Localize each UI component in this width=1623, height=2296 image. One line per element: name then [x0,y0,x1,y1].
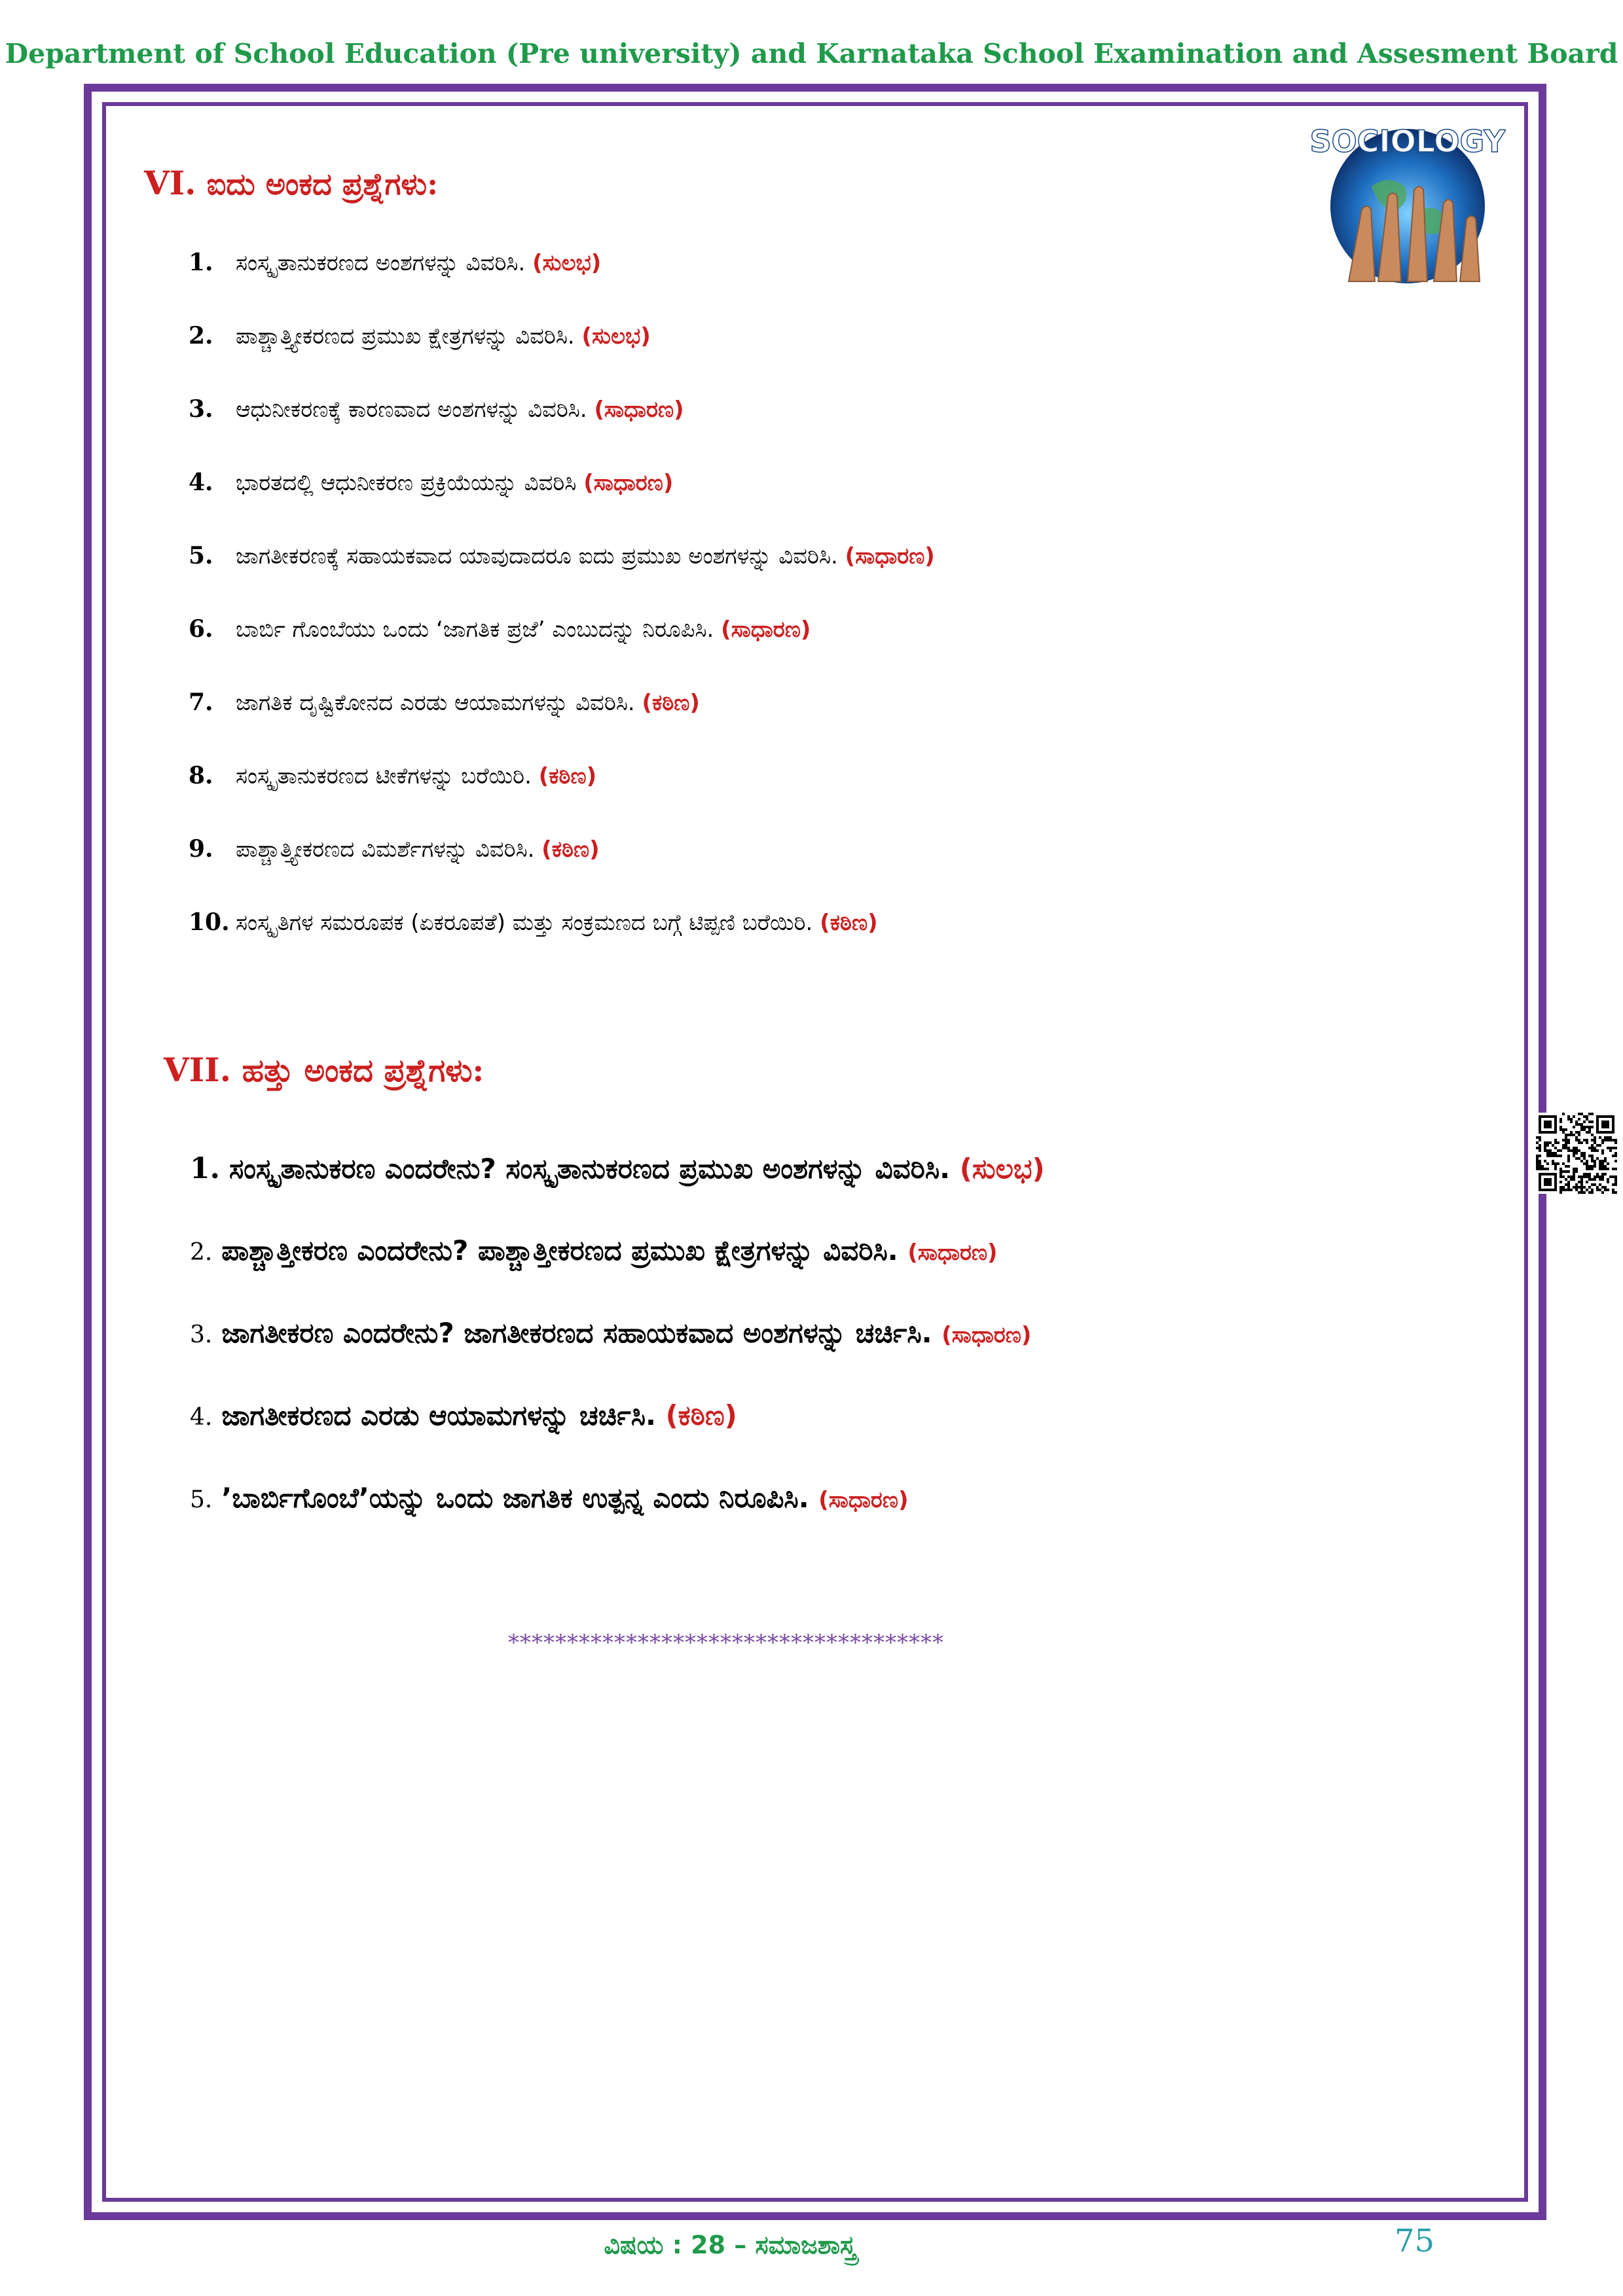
section-vii-heading: ಹತ್ತು ಅಂಕದ ಪ್ರಶ್ನೆಗಳು: [242,1052,484,1089]
question-text: ಜಾಗತೀಕರಣದ ಎರಡು ಆಯಾಮಗಳನ್ನು ಚರ್ಚಿಸಿ. [221,1399,656,1431]
question-item [189,689,700,716]
question-item [189,542,935,569]
question-number: 5. [190,1486,213,1513]
question-item [189,762,596,789]
question-item [189,469,673,496]
question-number: 2. [189,322,213,350]
section-vi-title [144,164,438,203]
question-item [190,1152,1045,1185]
question-text: ಜಾಗತೀಕರಣಕ್ಕೆ ಸಹಾಯಕವಾದ ಯಾವುದಾದರೂ ಐದು ಪ್ರಮುಖ ಅಂಶಗಳನ್ನು ವಿವರಿಸಿ. [236,543,838,569]
question-number: 1. [189,249,213,276]
question-text: ಪಾಶ್ಚಾತ್ತ್ಯೀಕರಣದ ವಿಮರ್ಶೆಗಳನ್ನು ವಿವರಿಸಿ. [236,836,535,863]
difficulty-tag: (ಸಾಧಾರಣ) [907,1240,998,1266]
qr-code-icon[interactable] [1536,1113,1617,1194]
question-text: ಸಂಸ್ಕೃತಾನುಕರಣ ಎಂದರೇನು? ಸಂಸ್ಕೃತಾನುಕರಣದ ಪ್ರಮುಖ ಅಂಶಗಳನ್ನು ವಿವರಿಸಿ. [228,1153,951,1185]
question-number: 5. [189,542,213,569]
section-vii-numeral: VII. [164,1050,231,1089]
question-number: 9. [189,835,213,863]
question-number: 10. [189,908,230,936]
question-number: 3. [189,395,213,423]
question-text: ಪಾಶ್ಚಾತ್ತ್ಯೀಕರಣದ ಪ್ರಮುಖ ಕ್ಷೇತ್ರಗಳನ್ನು ವಿವರಿಸಿ. [236,323,575,350]
difficulty-tag: (ಸಾಧಾರಣ) [583,470,674,496]
question-text: ಸಂಸ್ಕೃತಾನುಕರಣದ ಟೀಕೆಗಳನ್ನು ಬರೆಯಿರಿ. [236,763,532,789]
page-header: Department of School Education (Pre university) and Karnataka School Examination and Assesment Board [5,38,1618,69]
footer-subject: ವಿಷಯ : 28 – ಸಮಾಜಶಾಸ್ತ್ರ [604,2231,856,2259]
question-item [190,1317,1031,1350]
difficulty-tag: (ಕಠಿಣ) [538,763,597,789]
difficulty-tag: (ಸುಲಭ) [532,250,602,276]
question-text: ಪಾಶ್ಚಾತ್ತೀಕರಣ ಎಂದರೇನು? ಪಾಶ್ಚಾತ್ತೀಕರಣದ ಪ್ರಮುಖ ಕ್ಷೇತ್ರಗಳನ್ನು ವಿವರಿಸಿ. [221,1234,898,1266]
question-item [189,908,878,936]
question-text: ಆಧುನೀಕರಣಕ್ಕೆ ಕಾರಣವಾದ ಅಂಶಗಳನ್ನು ವಿವರಿಸಿ. [236,397,587,423]
difficulty-tag: (ಸಾಧಾರಣ) [594,397,684,423]
question-number: 7. [189,689,213,716]
difficulty-tag: (ಕಠಿಣ) [642,690,700,716]
difficulty-tag: (ಕಠಿಣ) [665,1399,737,1431]
question-item [189,395,684,423]
difficulty-tag: (ಸುಲಭ) [581,323,651,350]
difficulty-tag: (ಸಾಧಾರಣ) [941,1322,1032,1348]
question-item [189,322,651,350]
difficulty-tag: (ಸುಲಭ) [959,1153,1045,1185]
question-number: 2. [190,1239,213,1266]
question-text: ಸಂಸ್ಕೃತಾನುಕರಣದ ಅಂಶಗಳನ್ನು ವಿವರಿಸಿ. [236,250,526,276]
sociology-hands-globe-icon [1309,111,1506,288]
difficulty-tag: (ಸಾಧಾರಣ) [845,543,935,569]
section-vi-heading: ಐದು ಅಂಕದ ಪ್ರಶ್ನೆಗಳು: [206,166,439,202]
question-item [189,615,811,643]
question-number: 6. [189,615,213,643]
question-item [189,835,600,863]
question-number: 8. [189,762,213,789]
question-text: ’ಬಾರ್ಬಿಗೊಂಬೆ’ಯನ್ನು ಒಂದು ಜಾಗತಿಕ ಉತ್ಪನ್ನ ಎಂದು ನಿರೂಪಿಸಿ. [221,1482,809,1514]
question-item [190,1234,998,1267]
difficulty-tag: (ಸಾಧಾರಣ) [721,617,811,643]
question-item [189,249,601,276]
question-text: ಭಾರತದಲ್ಲಿ ಆಧುನೀಕರಣ ಪ್ರಕ್ರಿಯೆಯನ್ನು ವಿವರಿಸಿ [236,470,577,496]
difficulty-tag: (ಸಾಧಾರಣ) [818,1487,909,1513]
question-text: ಜಾಗತೀಕರಣ ಎಂದರೇನು? ಜಾಗತೀಕರಣದ ಸಹಾಯಕವಾದ ಅಂಶಗಳನ್ನು ಚರ್ಚಿಸಿ. [221,1317,932,1349]
section-vii-title [164,1050,484,1090]
question-item [190,1482,909,1515]
question-text: ಬಾರ್ಬಿ ಗೊಂಬೆಯು ಒಂದು ‘ಜಾಗತಿಕ ಪ್ರಜೆ’ ಎಂಬುದನ್ನು ನಿರೂಪಿಸಿ. [236,617,714,643]
page-number: 75 [1395,2223,1435,2259]
question-number: 1. [190,1152,220,1185]
section-vi-numeral: VI. [144,164,196,202]
logo-text: SOCIOLOGY [1309,124,1506,159]
divider-stars: ************************************* [508,1630,944,1656]
question-item [190,1399,737,1432]
question-number: 4. [189,469,213,496]
difficulty-tag: (ಕಠಿಣ) [541,836,600,863]
question-number: 4. [190,1404,213,1431]
question-text: ಜಾಗತಿಕ ದೃಷ್ಟಿಕೋನದ ಎರಡು ಆಯಾಮಗಳನ್ನು ವಿವರಿಸಿ. [236,690,635,716]
question-text: ಸಂಸ್ಕೃತಿಗಳ ಸಮರೂಪಕ (ಏಕರೂಪತೆ) ಮತ್ತು ಸಂಕ್ರಮಣದ ಬಗ್ಗೆ ಟಿಪ್ಪಣಿ ಬರೆಯಿರಿ. [236,910,813,936]
question-number: 3. [190,1321,213,1348]
difficulty-tag: (ಕಠಿಣ) [820,910,878,936]
